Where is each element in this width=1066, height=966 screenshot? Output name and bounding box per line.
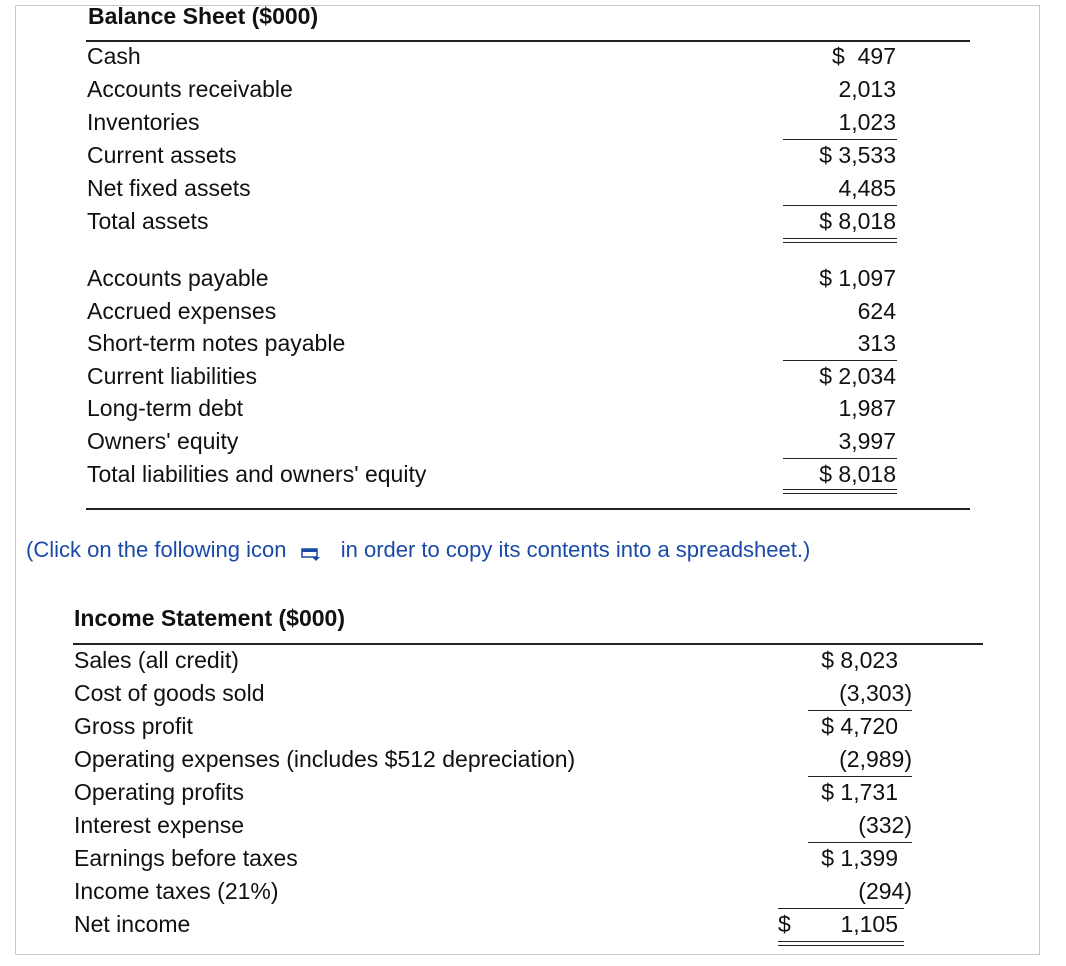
income-label: Gross profit — [74, 713, 193, 739]
income-label: Net income — [74, 911, 191, 937]
asset-label: Accounts receivable — [87, 76, 293, 102]
income-label: Operating expenses (includes $512 depreciation) — [74, 746, 576, 772]
liability-label: Short-term notes payable — [87, 330, 346, 356]
liability-label: Current liabilities — [87, 363, 258, 389]
asset-value: 2,013 — [838, 76, 896, 102]
total-double-rule — [783, 238, 897, 243]
income-label: Sales (all credit) — [74, 647, 239, 673]
total-double-rule — [783, 489, 897, 494]
liability-label: Accrued expenses — [87, 298, 277, 324]
liability-value: 1,987 — [838, 395, 896, 421]
income-value: (294) — [858, 878, 912, 904]
asset-label: Net fixed assets — [87, 175, 251, 201]
liability-value: $ 1,097 — [819, 265, 896, 291]
income-value: (2,989) — [839, 746, 912, 772]
liability-value: 3,997 — [838, 428, 896, 454]
income-value: (3,303) — [839, 680, 912, 706]
income-value: 1,105 — [840, 911, 898, 937]
income-value: $ 1,399 — [821, 845, 898, 871]
income-value: (332) — [858, 812, 912, 838]
balance-sheet-bottom-rule — [86, 508, 970, 510]
liability-value: 313 — [857, 330, 896, 356]
asset-value: $ 3,533 — [819, 142, 896, 168]
asset-label: Total assets — [87, 208, 209, 234]
copy-instruction-before: (Click on the following icon — [26, 537, 287, 562]
liability-value: $ 2,034 — [819, 363, 896, 389]
asset-value: $ 497 — [832, 43, 896, 69]
asset-value: 4,485 — [838, 175, 896, 201]
income-value: $ 8,023 — [821, 647, 898, 673]
income-value: $ 1,731 — [821, 779, 898, 805]
income-label: Operating profits — [74, 779, 245, 805]
liability-label: Long-term debt — [87, 395, 243, 421]
copy-instruction — [26, 537, 810, 563]
asset-value: $ 8,018 — [819, 208, 896, 234]
liability-label: Owners' equity — [87, 428, 239, 454]
income-label: Income taxes (21%) — [74, 878, 279, 904]
income-label: Earnings before taxes — [74, 845, 298, 871]
income-value: $ 4,720 — [821, 713, 898, 739]
liability-value: 624 — [857, 298, 896, 324]
asset-label: Cash — [87, 43, 141, 69]
income-label: Interest expense — [74, 812, 245, 838]
copy-instruction-after: in order to copy its contents into a spreadsheet.) — [340, 537, 811, 562]
copy-to-spreadsheet-icon[interactable] — [301, 542, 321, 556]
balance-sheet-title: Balance Sheet ($000) — [88, 3, 319, 29]
income-label: Cost of goods sold — [74, 680, 265, 706]
liability-label: Accounts payable — [87, 265, 269, 291]
income-currency-symbol: $ — [778, 911, 791, 937]
asset-label: Inventories — [87, 109, 200, 135]
asset-label: Current assets — [87, 142, 237, 168]
asset-value: 1,023 — [838, 109, 896, 135]
total-double-rule — [778, 941, 904, 946]
liability-value: $ 8,018 — [819, 461, 896, 487]
income-statement-title: Income Statement ($000) — [74, 605, 345, 631]
liability-label: Total liabilities and owners' equity — [87, 461, 427, 487]
